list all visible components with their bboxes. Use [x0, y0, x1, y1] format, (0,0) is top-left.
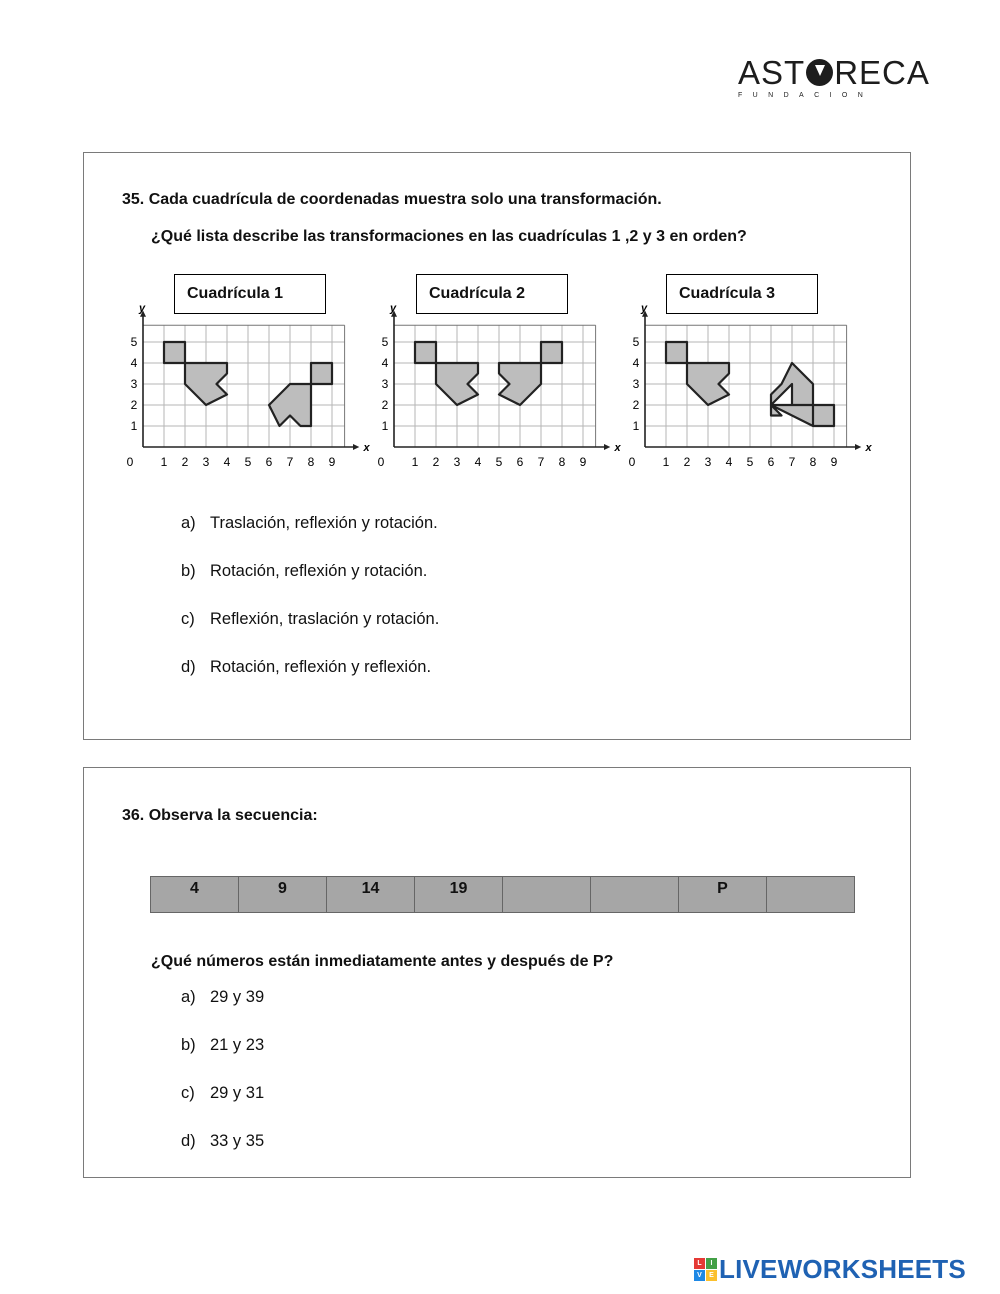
original-figure [666, 342, 729, 405]
q35-option-a[interactable]: a) Traslación, reflexión y rotación. [181, 514, 438, 532]
x-tick-label: 1 [662, 455, 670, 469]
x-axis-label: x [363, 442, 370, 454]
logo-subtitle: FUNDACION [738, 92, 874, 99]
y-tick-label: 1 [632, 419, 640, 433]
x-tick-label: 5 [244, 455, 252, 469]
transformed-figure [771, 363, 834, 426]
y-tick-label: 2 [632, 398, 640, 412]
y-tick-label: 2 [130, 398, 138, 412]
x-tick-label: 2 [181, 455, 189, 469]
x-tick-label: 1 [160, 455, 168, 469]
sequence-cell: 19 [415, 877, 503, 913]
transformed-figure [269, 363, 332, 426]
x-tick-label: 6 [516, 455, 524, 469]
x-tick-label: 4 [223, 455, 231, 469]
x-tick-label: 7 [537, 455, 545, 469]
x-tick-label: 0 [126, 455, 134, 469]
x-tick-label: 3 [704, 455, 712, 469]
transformed-figure [499, 342, 562, 405]
icon-tile: V [694, 1270, 705, 1281]
grid-2-label: Cuadrícula 2 [416, 274, 568, 314]
y-tick-label: 4 [381, 356, 389, 370]
x-tick-label: 2 [432, 455, 440, 469]
question-36-title: 36. Observa la secuencia: [122, 807, 318, 824]
y-tick-label: 1 [381, 419, 389, 433]
astoreca-logo [738, 54, 930, 100]
question-35-title: 35. Cada cuadrícula de coordenadas muestra solo una transformación. [122, 191, 662, 208]
question-36-box [83, 767, 911, 1178]
icon-tile: I [706, 1258, 717, 1269]
x-tick-label: 3 [453, 455, 461, 469]
y-tick-label: 3 [632, 377, 640, 391]
question-36-prompt: ¿Qué números están inmediatamente antes y después de P? [151, 953, 614, 970]
y-tick-label: 3 [130, 377, 138, 391]
x-tick-label: 8 [558, 455, 566, 469]
y-tick-label: 2 [381, 398, 389, 412]
q36-option-a[interactable]: a) 29 y 39 [181, 988, 265, 1006]
x-tick-label: 9 [579, 455, 587, 469]
y-tick-label: 4 [632, 356, 640, 370]
q36-option-b[interactable]: b) 21 y 23 [181, 1036, 265, 1054]
liveworksheets-wordmark: LIVEWORKSHEETS [719, 1254, 966, 1284]
x-tick-label: 6 [265, 455, 273, 469]
q35-option-d[interactable]: d) Rotación, reflexión y reflexión. [181, 658, 432, 676]
sequence-cell [591, 877, 679, 913]
x-tick-label: 2 [683, 455, 691, 469]
sequence-cell: 14 [327, 877, 415, 913]
coordinate-grid-2 [377, 302, 621, 474]
original-figure [164, 342, 227, 405]
original-figure [415, 342, 478, 405]
x-tick-label: 0 [377, 455, 385, 469]
coordinate-grid-1 [126, 302, 370, 474]
x-tick-label: 8 [307, 455, 315, 469]
grid-1-label: Cuadrícula 1 [174, 274, 326, 314]
x-tick-label: 9 [328, 455, 336, 469]
x-axis-arrow-icon [855, 444, 861, 450]
q36-option-c[interactable]: c) 29 y 31 [181, 1084, 265, 1102]
q35-option-b[interactable]: b) Rotación, reflexión y rotación. [181, 562, 428, 580]
y-axis-label: y [390, 302, 397, 315]
y-axis-label: y [139, 302, 146, 315]
sequence-cell [767, 877, 855, 913]
x-tick-label: 8 [809, 455, 817, 469]
icon-tile: E [706, 1270, 717, 1281]
x-tick-label: 9 [830, 455, 838, 469]
x-axis-arrow-icon [353, 444, 359, 450]
y-tick-label: 1 [130, 419, 138, 433]
x-tick-label: 4 [474, 455, 482, 469]
x-tick-label: 6 [767, 455, 775, 469]
y-tick-label: 3 [381, 377, 389, 391]
x-tick-label: 7 [286, 455, 294, 469]
sequence-cell: 9 [239, 877, 327, 913]
x-axis-arrow-icon [604, 444, 610, 450]
x-tick-label: 0 [628, 455, 636, 469]
y-tick-label: 4 [130, 356, 138, 370]
y-tick-label: 5 [632, 335, 640, 349]
y-axis-label: y [641, 302, 648, 315]
x-tick-label: 5 [495, 455, 503, 469]
q35-option-c[interactable]: c) Reflexión, traslación y rotación. [181, 610, 440, 628]
liveworksheets-logo [694, 1254, 966, 1284]
y-tick-label: 5 [130, 335, 138, 349]
sequence-cell: 4 [151, 877, 239, 913]
x-tick-label: 4 [725, 455, 733, 469]
coordinate-grid-3 [628, 302, 872, 474]
question-35-prompt: ¿Qué lista describe las transformaciones en las cuadrículas 1 ,2 y 3 en orden? [151, 228, 747, 245]
sequence-cell [503, 877, 591, 913]
sequence-table [150, 876, 855, 913]
y-tick-label: 5 [381, 335, 389, 349]
x-axis-label: x [865, 442, 872, 454]
icon-tile: L [694, 1258, 705, 1269]
x-tick-label: 7 [788, 455, 796, 469]
sequence-cell: P [679, 877, 767, 913]
liveworksheets-icon [694, 1258, 717, 1281]
logo-o-icon [806, 59, 833, 86]
x-tick-label: 1 [411, 455, 419, 469]
x-tick-label: 3 [202, 455, 210, 469]
x-axis-label: x [614, 442, 621, 454]
x-tick-label: 5 [746, 455, 754, 469]
logo-wordmark: AST RECA [738, 54, 930, 91]
grid-3-label: Cuadrícula 3 [666, 274, 818, 314]
q36-option-d[interactable]: d) 33 y 35 [181, 1132, 265, 1150]
